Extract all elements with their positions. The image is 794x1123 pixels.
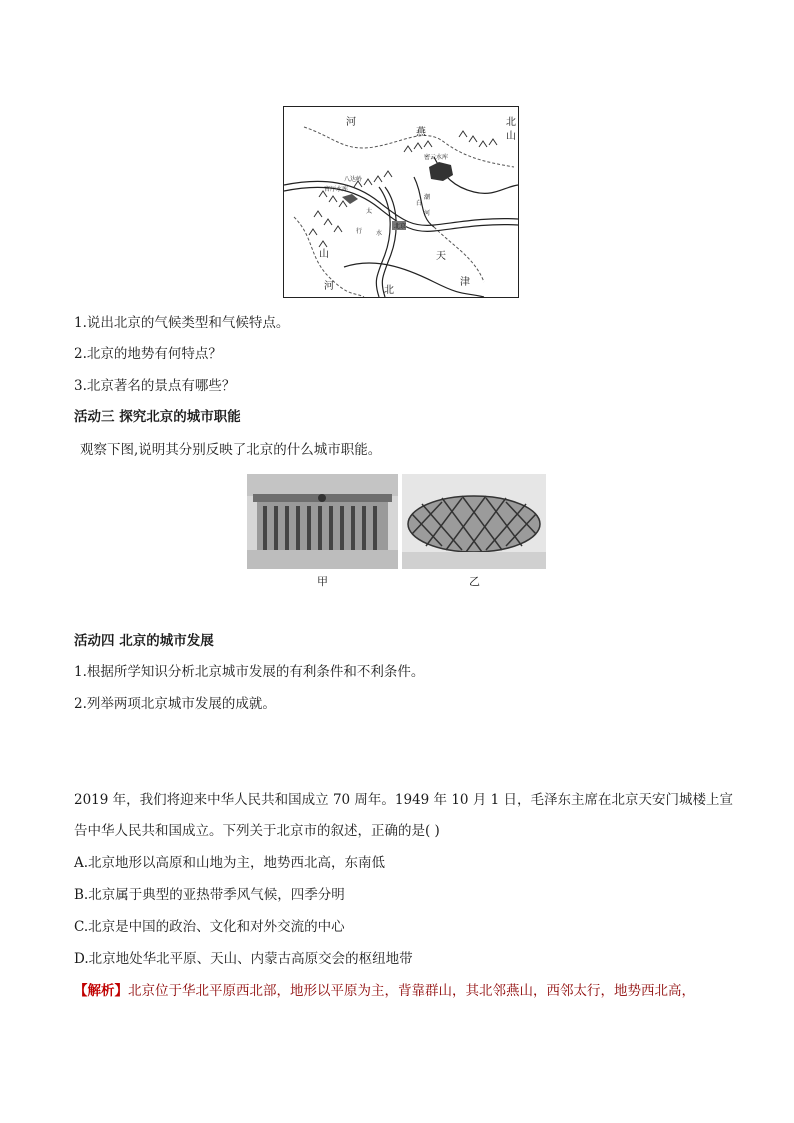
option-a: A.北京地形以高原和山地为主，地势西北高，东南低	[74, 855, 386, 871]
map-label-beijing: 北京	[394, 223, 407, 230]
activity3-instruction: 观察下图,说明其分别反映了北京的什么城市职能。	[80, 442, 382, 458]
option-d: D.北京地处华北平原、天山、内蒙古高原交会的枢纽地带	[74, 951, 413, 967]
map-label-he-bottom: 河	[324, 281, 334, 292]
map-label-tian: 天	[436, 251, 446, 262]
map-label-shan2: 山	[319, 249, 329, 260]
map-label-he-top: 河	[346, 117, 356, 128]
map-label-he-mid: 河	[424, 210, 431, 217]
caption-a: 甲	[317, 575, 328, 588]
map-label-guanting: 官厅水库	[324, 186, 349, 193]
photo-great-hall	[247, 474, 398, 569]
map-label-bai: 白	[416, 200, 423, 207]
miyun-reservoir-shape	[429, 162, 453, 181]
caption-b: 乙	[469, 575, 480, 588]
map-label-hang: 行	[356, 228, 363, 235]
map-drawing	[284, 107, 518, 297]
activity4-title: 活动四 北京的城市发展	[74, 633, 214, 649]
activity3-title: 活动三 探究北京的城市职能	[74, 409, 241, 425]
map-label-miyun: 密云水库	[424, 154, 449, 161]
option-b: B.北京属于典型的亚热带季风气候，四季分明	[74, 887, 345, 903]
analysis-line	[74, 982, 695, 1000]
map-label-chao: 潮	[424, 194, 431, 201]
map-label-jin: 津	[460, 277, 470, 288]
map-label-bei-top: 北	[506, 117, 516, 128]
exercise-stem-line2: 告中华人民共和国成立。下列关于北京市的叙述，正确的是( )	[74, 823, 440, 839]
map-label-shui: 水	[376, 230, 383, 237]
analysis-text: 北京位于华北平原西北部，地形以平原为主，背靠群山，其北邻燕山，西邻太行，地势西北高，	[128, 983, 695, 999]
map-label-badaling: 八达岭	[344, 176, 363, 183]
map-label-bei-bottom: 北	[384, 285, 394, 296]
activity4-question-2: 2.列举两项北京城市发展的成就。	[74, 696, 276, 712]
beijing-terrain-map	[283, 106, 519, 298]
activity4-question-1: 1.根据所学知识分析北京城市发展的有利条件和不利条件。	[74, 664, 425, 680]
question-3: 3.北京著名的景点有哪些？	[74, 378, 236, 394]
map-label-shan: 山	[506, 131, 516, 142]
question-2: 2.北京的地势有何特点？	[74, 346, 222, 362]
map-label-tai: 太	[366, 208, 373, 215]
photo-birds-nest	[402, 474, 546, 569]
exercise-stem-line1: 2019 年，我们将迎来中华人民共和国成立 70 周年。1949 年 10 月 1 日，毛泽东主席在北京天安门城楼上宣	[74, 792, 733, 808]
map-label-yan: 燕	[416, 127, 426, 138]
question-1: 1.说出北京的气候类型和气候特点。	[74, 315, 290, 331]
option-c: C.北京是中国的政治、文化和对外交流的中心	[74, 919, 345, 935]
analysis-tag: 【解析】	[74, 983, 128, 999]
